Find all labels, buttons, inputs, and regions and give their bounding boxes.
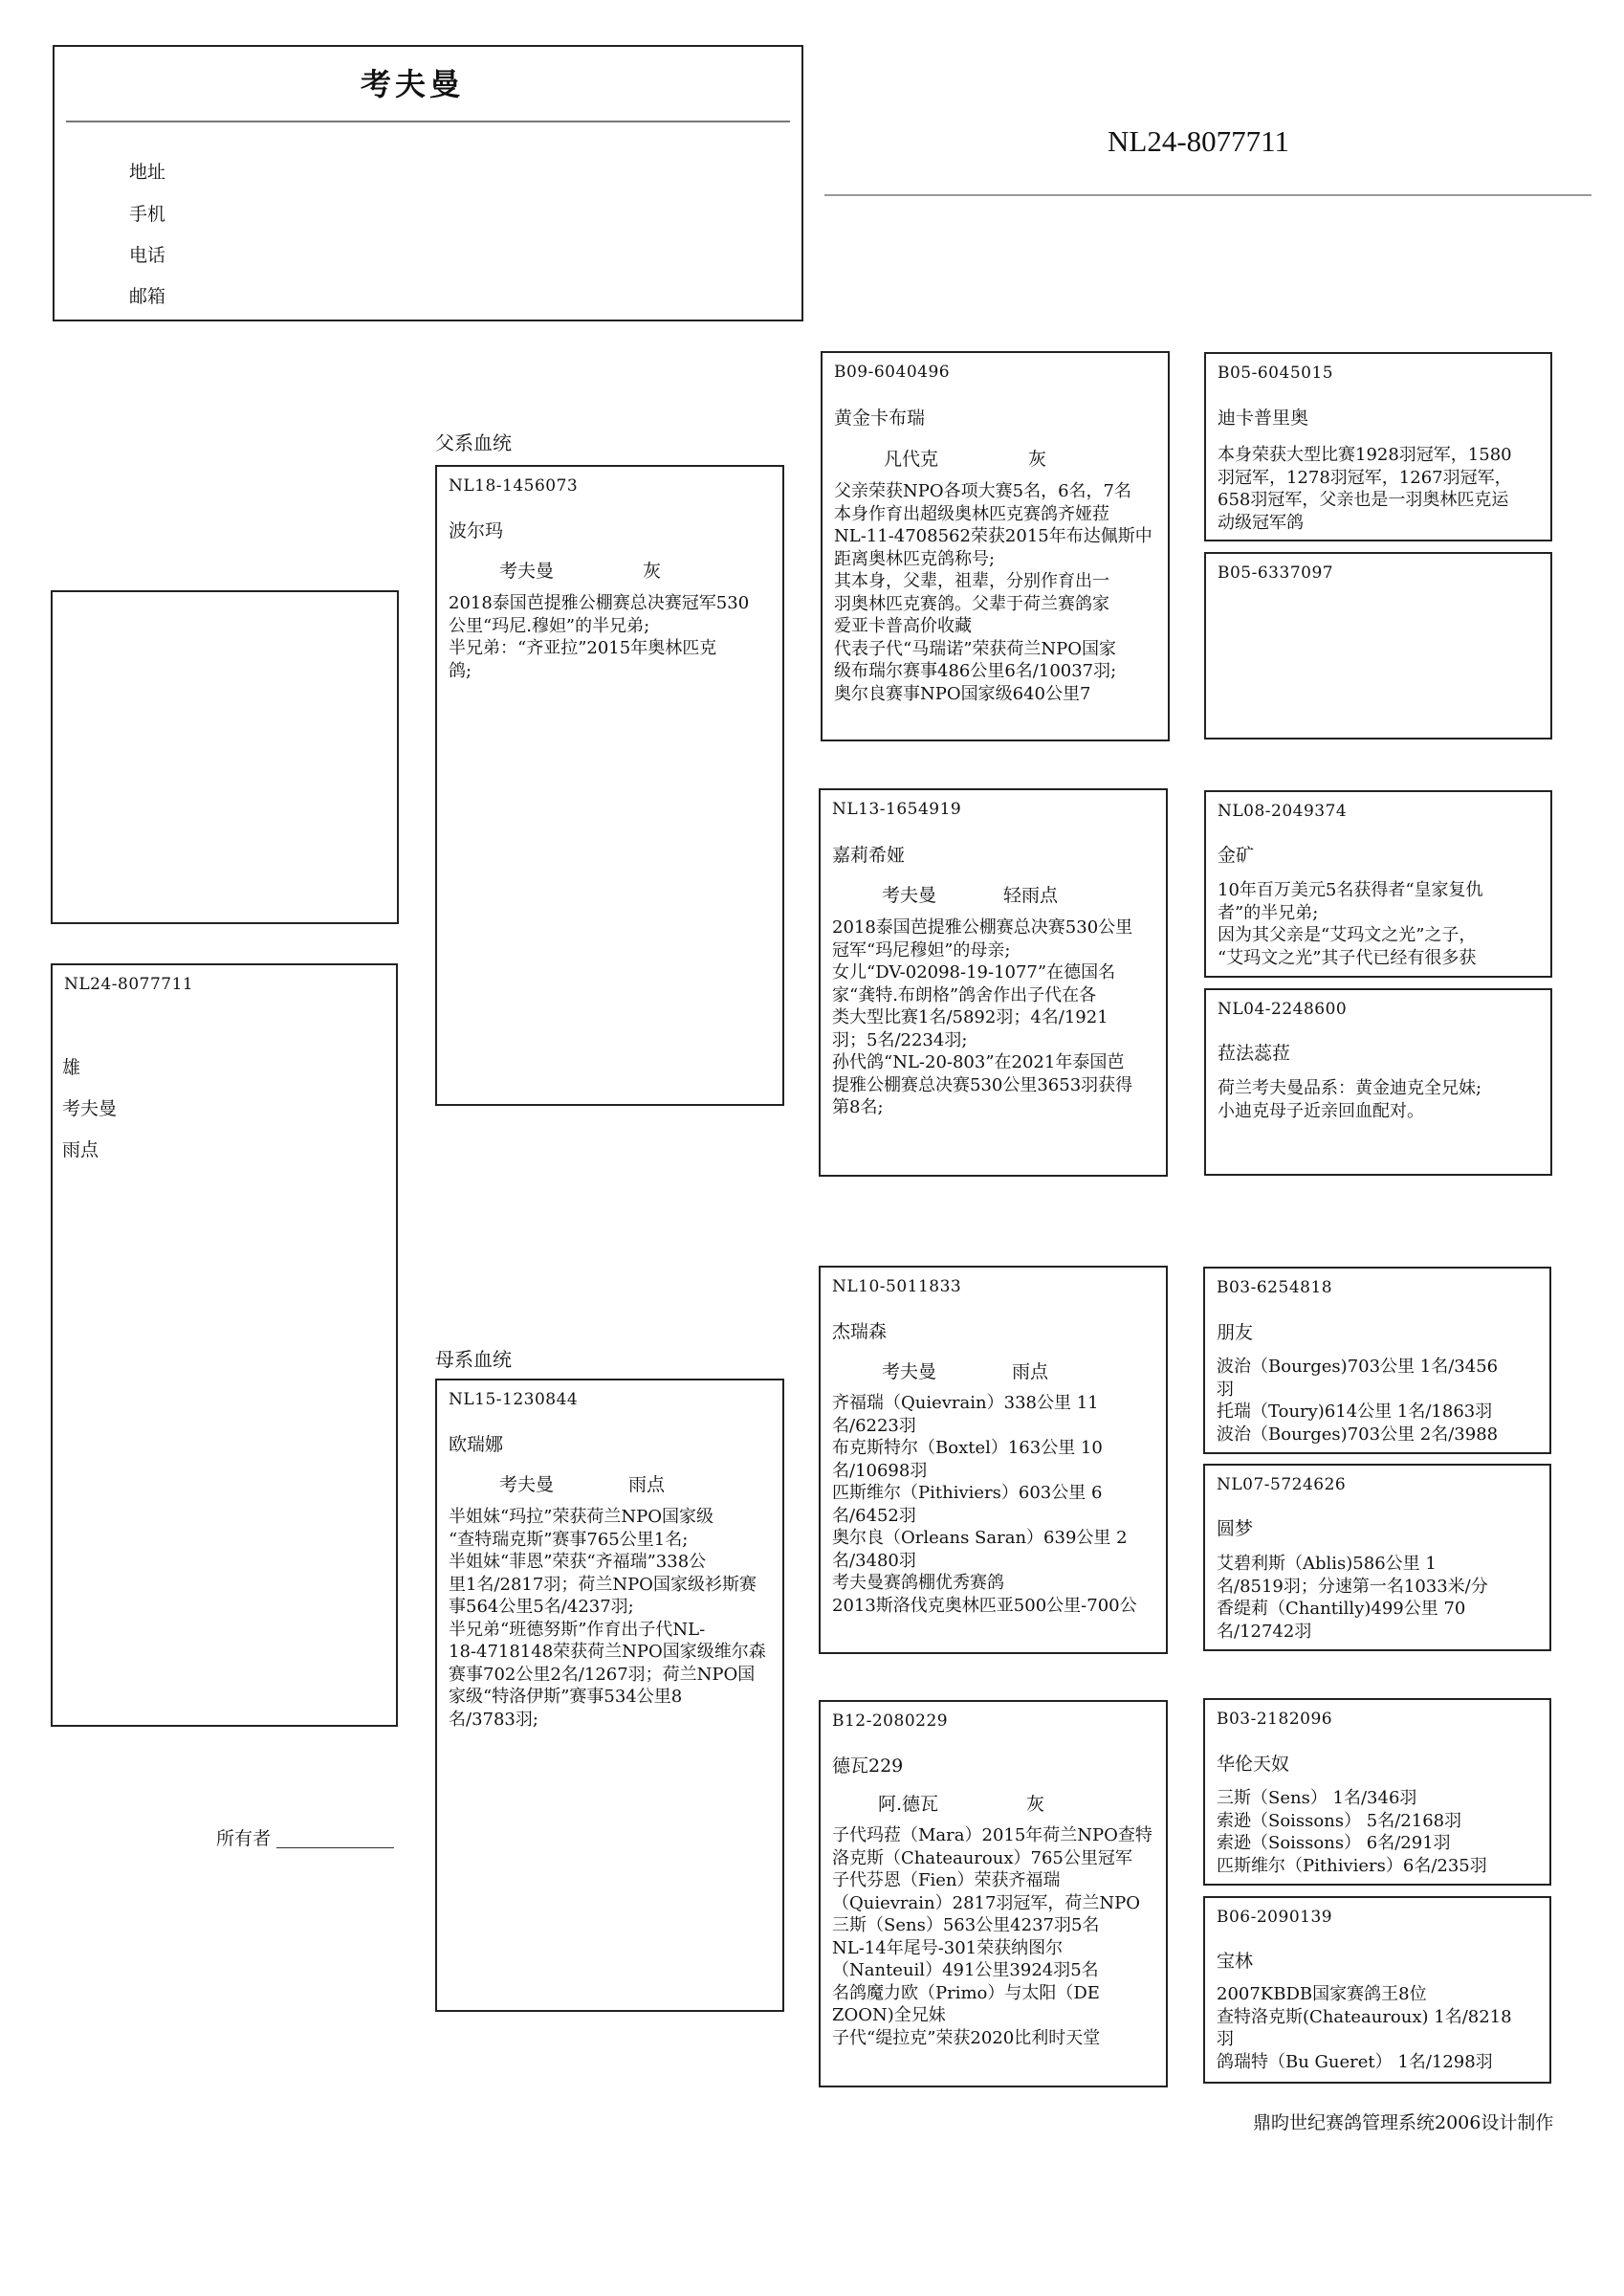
sire-sire-name: 黄金卡布瑞 xyxy=(834,408,926,429)
sire-name: 波尔玛 xyxy=(449,520,504,541)
dam-sire-sire-notes: 波治（Bourges)703公里 1名/3456 羽 托瑞（Toury)614公里 1名/1863羽 波治（Bourges)703公里 2名/3988 xyxy=(1217,1357,1499,1445)
sire-ring: NL18-1456073 xyxy=(449,476,579,496)
sire-sire-notes: 父亲荣获NPO各项大赛5名，6名，7名 本身作育出超级奥林匹克赛鸽齐娅菈 NL-11-4708562荣获2015年布达佩斯中 距离奥林匹克鸽称号; 其本身，父辈，祖辈，分别作育出一 羽奥林匹克赛鸽。父辈于荷兰赛鸽家 爱亚卡普高价收藏 代表子代“马瑞诺”荣获荷兰NPO国家 级布瑞尔赛事486公里6名/10037羽; 奥尔良赛事NPO国家级640公里7 xyxy=(834,481,1152,704)
dam-dam-dam-box xyxy=(1203,1896,1551,2084)
sire-color: 灰 xyxy=(643,561,662,582)
sire-dam-strain: 考夫曼 xyxy=(882,885,937,906)
subject-ring: NL24-8077711 xyxy=(64,975,194,994)
dam-dam-notes: 子代玛菈（Mara）2015年荷兰NPO查特 洛克斯（Chateauroux）765公里冠军 子代芬恩（Fien）荣获齐福瑞 （Quievrain）2817羽冠军，荷兰NPO 三斯（Sens）563公里4237羽5名 NL-14年尾号-301荣获纳图尔 （Nanteuil）491公里3924羽5名 名鸽魔力欧（Primo）与太阳（DE ZOON)全兄妹 子代“缇拉克”荣获2020比利时天堂 xyxy=(832,1825,1152,2048)
header-divider xyxy=(66,121,790,122)
sire-sire-sire-ring: B05-6045015 xyxy=(1218,364,1334,383)
dam-dam-strain: 阿.德瓦 xyxy=(878,1794,939,1815)
sire-dam-dam-ring: NL04-2248600 xyxy=(1218,1000,1348,1019)
dam-dam-ring: B12-2080229 xyxy=(832,1711,949,1731)
dam-sire-dam-notes: 艾碧利斯（Ablis)586公里 1 名/8519羽；分速第一名1033米/分 香缇莉（Chantilly)499公里 70 名/12742羽 xyxy=(1217,1554,1488,1642)
dam-sire-notes: 齐福瑞（Quievrain）338公里 11 名/6223羽 布克斯特尔（Boxtel）163公里 10 名/10698羽 匹斯维尔（Pithiviers）603公里 6 名/6452羽 奥尔良（Orleans Saran）639公里 2 名/3480羽 考夫曼赛鸽棚优秀赛鸽 2013斯洛伐克奥林匹亚500公里-700公 xyxy=(832,1393,1137,1616)
dam-dam-box xyxy=(819,1700,1168,2087)
subject-box xyxy=(51,963,398,1727)
sire-sire-strain: 凡代克 xyxy=(884,449,939,470)
dam-dam-sire-box xyxy=(1203,1698,1551,1886)
dam-strain: 考夫曼 xyxy=(499,1474,555,1495)
owner-name: 考夫曼 xyxy=(361,66,465,102)
sire-dam-sire-box xyxy=(1204,790,1552,978)
sire-sire-sire-notes: 本身荣获大型比赛1928羽冠军，1580 羽冠军，1278羽冠军，1267羽冠军， 658羽冠军，父亲也是一羽奥林匹克运 动级冠军鸽 xyxy=(1218,445,1512,533)
sire-dam-sire-ring: NL08-2049374 xyxy=(1218,802,1348,821)
dam-sire-sire-name: 朋友 xyxy=(1217,1322,1254,1343)
dam-sire-strain: 考夫曼 xyxy=(882,1361,937,1382)
sire-section-label: 父系血统 xyxy=(435,431,512,454)
dam-dam-dam-ring: B06-2090139 xyxy=(1217,1908,1333,1927)
dam-notes: 半姐妹“玛拉”荣获荷兰NPO国家级 “查特瑞克斯”赛事765公里1名; 半姐妹“菲恩”荣获“齐福瑞”338公 里1名/2817羽；荷兰NPO国家级衫斯赛 事564公里5名/4237羽; 半兄弟“班德努斯”作育出子代NL- 18-4718148荣获荷兰NPO国家级维尔森 赛事702公里2名/1267羽；荷兰NPO国 家级“特洛伊斯”赛事534公里8 名/3783羽; xyxy=(449,1507,766,1730)
dam-box xyxy=(435,1379,784,2012)
sire-box xyxy=(435,465,784,1106)
photo-box xyxy=(51,590,399,924)
address-label: 地址 xyxy=(129,162,166,183)
dam-name: 欧瑞娜 xyxy=(449,1434,504,1455)
sire-sire-sire-box xyxy=(1204,352,1552,541)
phone-label: 电话 xyxy=(129,245,166,266)
mobile-label: 手机 xyxy=(129,204,166,225)
sire-notes: 2018泰国芭提雅公棚赛总决赛冠军530 公里“玛尼.穆妲”的半兄弟; 半兄弟：“齐亚拉”2015年奥林匹克 鸽; xyxy=(449,593,750,681)
sire-dam-name: 嘉莉希娅 xyxy=(832,845,906,866)
sire-sire-dam-box xyxy=(1204,552,1552,740)
dam-dam-color: 灰 xyxy=(1026,1794,1045,1815)
sire-dam-sire-notes: 10年百万美元5名获得者“皇家复仇 者”的半兄弟; 因为其父亲是“艾玛文之光”之子， “艾玛文之光”其子代已经有很多获 xyxy=(1218,880,1483,968)
header-ring-number: NL24-8077711 xyxy=(1108,124,1289,158)
dam-dam-name: 德瓦229 xyxy=(832,1755,904,1777)
sire-dam-dam-notes: 荷兰考夫曼品系：黄金迪克全兄妹; 小迪克母子近亲回血配对。 xyxy=(1218,1078,1482,1121)
dam-sire-name: 杰瑞森 xyxy=(832,1321,888,1342)
dam-sire-sire-ring: B03-6254818 xyxy=(1217,1278,1333,1297)
sire-dam-dam-box xyxy=(1204,988,1552,1176)
dam-dam-sire-name: 华伦天奴 xyxy=(1217,1754,1290,1775)
dam-sire-dam-box xyxy=(1203,1464,1551,1651)
sire-sire-box xyxy=(821,351,1170,741)
dam-dam-sire-ring: B03-2182096 xyxy=(1217,1710,1333,1729)
dam-dam-sire-notes: 三斯（Sens） 1名/346羽 索逊（Soissons） 5名/2168羽 索逊（Soissons） 6名/291羽 匹斯维尔（Pithiviers）6名/235羽 xyxy=(1217,1788,1487,1876)
sire-dam-color: 轻雨点 xyxy=(1003,885,1059,906)
sire-strain: 考夫曼 xyxy=(499,561,555,582)
dam-sire-dam-ring: NL07-5724626 xyxy=(1217,1475,1347,1494)
sire-sire-sire-name: 迪卡普里奥 xyxy=(1218,408,1309,429)
dam-sire-color: 雨点 xyxy=(1012,1361,1049,1382)
sire-sire-dam-ring: B05-6337097 xyxy=(1218,563,1334,583)
header-ring-underline xyxy=(824,194,1591,196)
owner-info-box xyxy=(53,45,803,321)
sire-dam-ring: NL13-1654919 xyxy=(832,800,962,819)
owner-sign-label: 所有者 xyxy=(216,1828,272,1849)
sire-sire-ring: B09-6040496 xyxy=(834,363,951,382)
sire-dam-sire-name: 金矿 xyxy=(1218,845,1255,866)
email-label: 邮箱 xyxy=(129,286,166,307)
dam-sire-ring: NL10-5011833 xyxy=(832,1277,962,1296)
dam-color: 雨点 xyxy=(628,1474,666,1495)
dam-section-label: 母系血统 xyxy=(435,1348,512,1371)
subject-sex: 雄 xyxy=(62,1057,81,1078)
sire-dam-notes: 2018泰国芭提雅公棚赛总决赛530公里 冠军“玛尼穆妲”的母亲; 女儿“DV-02098-19-1077”在德国名 家“龚特.布朗格”鸽舍作出子代在各 类大型比赛1名/5892羽；4名/1921 羽；5名/2234羽; 孙代鸽“NL-20-803”在2021年泰国芭 提雅公棚赛总决赛530公里3653羽获得 第8名; xyxy=(832,917,1133,1117)
dam-dam-dam-notes: 2007KBDB国家赛鸽王8位 查特洛克斯(Chateauroux) 1名/8218 羽 鸽瑞特（Bu Gueret） 1名/1298羽 xyxy=(1217,1984,1512,2072)
dam-sire-sire-box xyxy=(1203,1267,1551,1454)
dam-sire-box xyxy=(819,1266,1168,1654)
subject-color: 雨点 xyxy=(62,1139,99,1160)
sire-sire-color: 灰 xyxy=(1028,449,1047,470)
footer-credit: 鼎昀世纪赛鸽管理系统2006设计制作 xyxy=(1253,2112,1554,2133)
dam-ring: NL15-1230844 xyxy=(449,1390,579,1409)
dam-dam-dam-name: 宝林 xyxy=(1217,1951,1254,1972)
subject-strain: 考夫曼 xyxy=(62,1098,118,1119)
sire-dam-box xyxy=(819,788,1168,1177)
dam-sire-dam-name: 圆梦 xyxy=(1217,1518,1254,1539)
owner-sign-line xyxy=(276,1847,394,1848)
sire-dam-dam-name: 菈法蕊菈 xyxy=(1218,1043,1291,1064)
